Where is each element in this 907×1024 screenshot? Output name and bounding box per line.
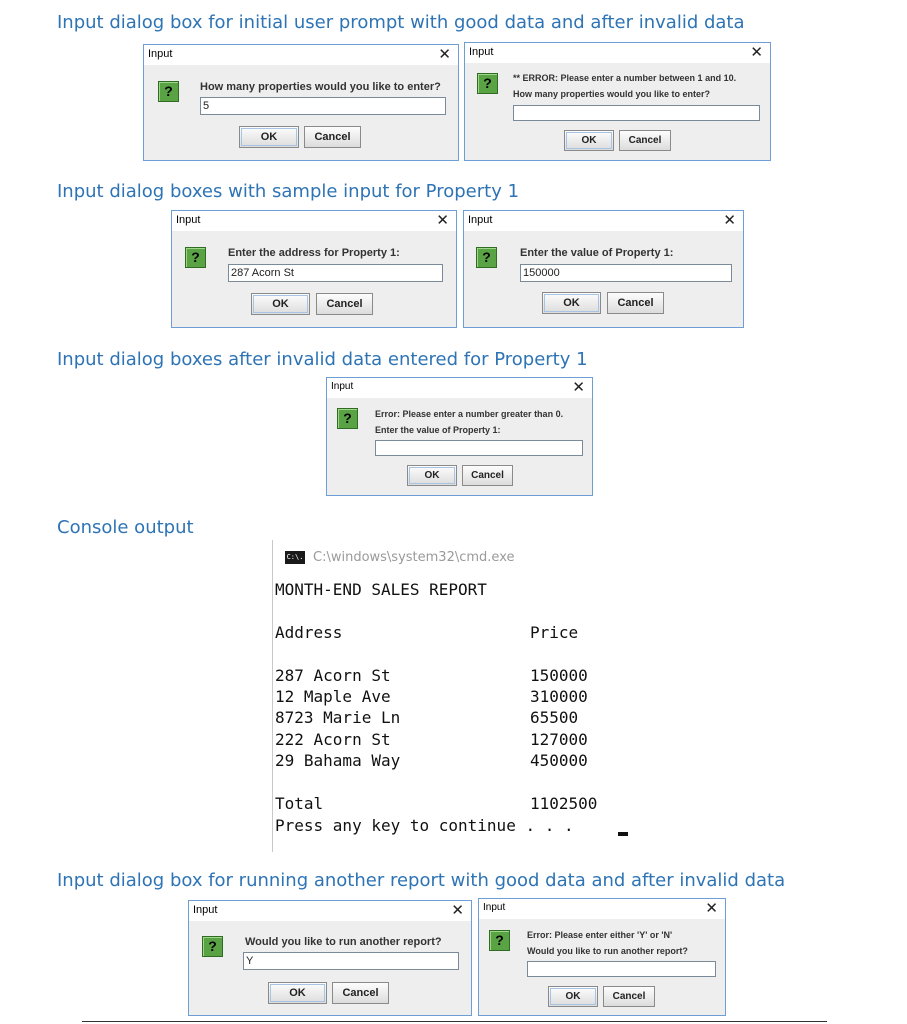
row-address: 29 Bahama Way	[275, 751, 401, 770]
dialog-message: How many properties would you like to enter?	[513, 89, 711, 99]
row-price: 310000	[530, 687, 588, 706]
cancel-button[interactable]: Cancel	[603, 986, 655, 1007]
row-price: 150000	[530, 666, 588, 685]
ok-button[interactable]: OK	[251, 293, 310, 315]
dialog-error-message: Error: Please enter a number greater than 0.	[375, 409, 564, 419]
close-icon[interactable]: ✕	[705, 900, 718, 917]
question-icon: ?	[476, 247, 497, 268]
row-price: 450000	[530, 751, 588, 770]
dialog-title: Input	[331, 381, 354, 392]
question-icon: ?	[477, 73, 498, 94]
dialog-title: Input	[469, 46, 494, 58]
dialog-message: Enter the value of Property 1:	[520, 247, 674, 259]
ok-button[interactable]: OK	[239, 126, 299, 148]
column-header-price: Price	[530, 623, 579, 642]
section-heading-initial-prompt: Input dialog box for initial user prompt with good data and after invalid data	[57, 12, 745, 33]
cancel-button[interactable]: Cancel	[316, 293, 373, 315]
row-address: 8723 Marie Ln	[275, 708, 401, 727]
close-icon[interactable]: ✕	[436, 212, 449, 229]
dialog-titlebar	[327, 378, 592, 398]
question-icon: ?	[337, 408, 358, 429]
close-icon[interactable]: ✕	[572, 379, 585, 396]
row-address: 222 Acorn St	[275, 730, 391, 749]
dialog-title: Input	[176, 214, 201, 226]
dialog-title: Input	[468, 214, 493, 226]
close-icon[interactable]: ✕	[723, 212, 736, 229]
section-heading-property-input: Input dialog boxes with sample input for Property 1	[57, 181, 520, 202]
dialog-titlebar	[479, 899, 725, 919]
dialog-title: Input	[148, 48, 173, 60]
dialog-error-message: Error: Please enter either 'Y' or 'N'	[527, 930, 673, 940]
question-icon: ?	[202, 936, 223, 957]
dialog-titlebar	[464, 211, 743, 231]
dialog-run-again-error	[478, 898, 726, 1016]
close-icon[interactable]: ✕	[750, 44, 763, 61]
dialog-property-value	[463, 210, 744, 328]
dialog-message: How many properties would you like to enter?	[200, 81, 441, 93]
row-address: 287 Acorn St	[275, 666, 391, 685]
ok-button[interactable]: OK	[548, 986, 598, 1007]
dialog-message: Would you like to run another report?	[245, 936, 442, 948]
ok-button[interactable]: OK	[268, 982, 327, 1004]
section-heading-run-again: Input dialog box for running another report with good data and after invalid data	[57, 870, 786, 891]
cancel-button[interactable]: Cancel	[619, 130, 671, 151]
console-cursor	[618, 832, 628, 836]
question-icon: ?	[158, 81, 179, 102]
property-value-input[interactable]	[520, 264, 732, 282]
console-window-title: C:\windows\system32\cmd.exe	[313, 550, 515, 565]
dialog-message: Enter the address for Property 1:	[228, 247, 400, 259]
cancel-button[interactable]: Cancel	[607, 292, 664, 314]
dialog-titlebar	[189, 901, 471, 921]
property-value-input[interactable]	[375, 440, 583, 456]
dialog-message: Enter the value of Property 1:	[375, 425, 501, 435]
report-title: MONTH-END SALES REPORT	[275, 580, 487, 599]
ok-button[interactable]: OK	[542, 292, 601, 314]
section-heading-console: Console output	[57, 517, 194, 538]
dialog-title: Input	[483, 902, 506, 913]
properties-count-input[interactable]	[513, 105, 760, 121]
close-icon[interactable]: ✕	[451, 902, 464, 919]
row-price: 127000	[530, 730, 588, 749]
property-address-input[interactable]	[228, 264, 443, 282]
bottom-divider	[82, 1021, 827, 1022]
console-window	[272, 540, 673, 852]
dialog-run-again	[188, 900, 472, 1016]
run-again-input[interactable]	[527, 961, 716, 977]
cancel-button[interactable]: Cancel	[332, 982, 389, 1004]
section-heading-invalid-property: Input dialog boxes after invalid data entered for Property 1	[57, 349, 588, 370]
row-address: 12 Maple Ave	[275, 687, 391, 706]
dialog-message: Would you like to run another report?	[527, 946, 688, 956]
row-price: 65500	[530, 708, 579, 727]
close-icon[interactable]: ✕	[438, 46, 451, 63]
dialog-properties-count	[143, 44, 459, 161]
ok-button[interactable]: OK	[407, 465, 457, 486]
dialog-error-message: ** ERROR: Please enter a number between 1 and 10.	[513, 73, 737, 83]
dialog-property-address	[171, 210, 457, 328]
ok-button[interactable]: OK	[564, 130, 614, 151]
total-value: 1102500	[530, 794, 598, 813]
dialog-titlebar	[144, 45, 458, 65]
cancel-button[interactable]: Cancel	[462, 465, 513, 486]
dialog-titlebar	[172, 211, 456, 231]
properties-count-input[interactable]	[200, 97, 446, 115]
cmd-icon: C:\.	[285, 551, 305, 564]
question-icon: ?	[185, 247, 206, 268]
question-icon: ?	[489, 930, 510, 951]
dialog-titlebar	[465, 43, 770, 63]
run-again-input[interactable]	[243, 952, 459, 970]
dialog-properties-count-error	[464, 42, 771, 161]
dialog-property-value-error	[326, 377, 593, 496]
continue-prompt: Press any key to continue . . .	[275, 816, 574, 835]
total-label: Total	[275, 794, 324, 813]
dialog-title: Input	[193, 904, 218, 916]
cancel-button[interactable]: Cancel	[304, 126, 361, 148]
column-header-address: Address	[275, 623, 343, 642]
